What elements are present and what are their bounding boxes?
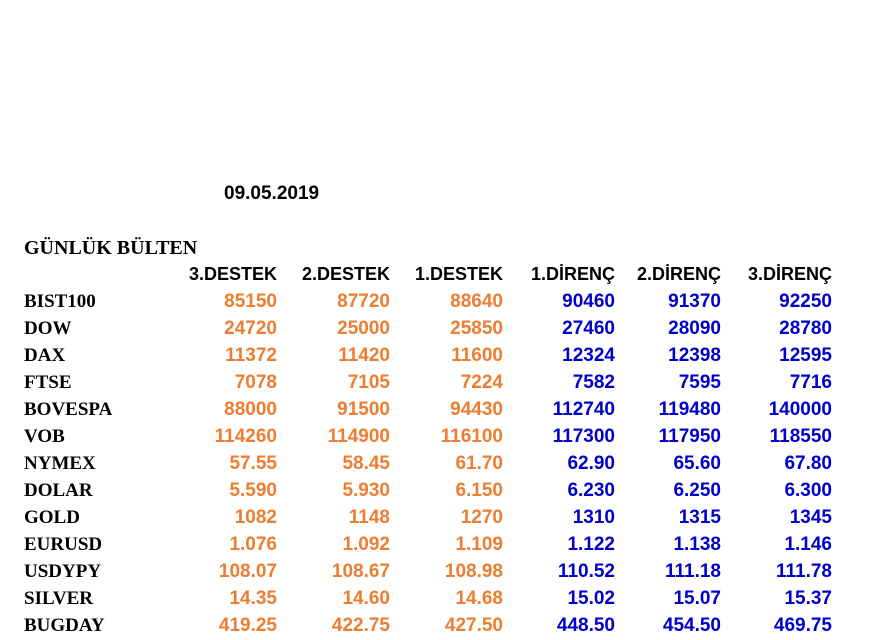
support-1-value: 7224 [460, 372, 503, 393]
resistance-2-value: 454.50 [662, 615, 721, 636]
table-row [22, 477, 835, 504]
resistance-1-value: 6.230 [567, 480, 615, 501]
table-row [22, 558, 835, 585]
support-3-value: 14.35 [229, 588, 277, 609]
header-support-1: 1.DESTEK [414, 264, 503, 284]
instrument-name: BUGDAY [24, 615, 105, 636]
support-2-value: 87720 [337, 291, 390, 312]
resistance-2-value: 91370 [668, 291, 721, 312]
bulletin-date: 09.05.2019 [224, 183, 320, 204]
support-2-value: 422.75 [331, 615, 390, 636]
header-resistance-3: 3.DİRENÇ [747, 264, 832, 284]
instrument-name: USDYPY [24, 561, 102, 582]
instrument-name: BOVESPA [24, 399, 113, 420]
table-row [22, 504, 835, 531]
resistance-3-value: 67.80 [784, 453, 832, 474]
resistance-1-value: 448.50 [556, 615, 615, 636]
support-1-value: 25850 [450, 318, 503, 339]
table-row [22, 612, 835, 639]
support-1-value: 14.68 [455, 588, 503, 609]
support-1-value: 11600 [451, 345, 503, 366]
table-header-row [22, 261, 835, 288]
instrument-name: EURUSD [24, 534, 103, 555]
resistance-3-value: 92250 [779, 291, 832, 312]
instrument-name: BIST100 [24, 291, 96, 312]
support-3-value: 11372 [225, 345, 277, 366]
support-3-value: 1082 [234, 507, 277, 528]
header-resistance-2: 2.DİRENÇ [636, 264, 721, 284]
resistance-1-value: 1.122 [567, 534, 615, 555]
resistance-3-value: 1345 [789, 507, 832, 528]
support-2-value: 5.930 [342, 480, 390, 501]
header-support-3: 3.DESTEK [188, 264, 277, 284]
resistance-3-value: 118550 [769, 426, 832, 447]
resistance-2-value: 6.250 [673, 480, 721, 501]
support-2-value: 14.60 [342, 588, 390, 609]
instrument-name: FTSE [24, 372, 72, 393]
table-row [22, 288, 835, 315]
resistance-3-value: 469.75 [773, 615, 832, 636]
resistance-3-value: 6.300 [784, 480, 832, 501]
resistance-1-value: 110.52 [557, 561, 615, 582]
support-3-value: 88000 [224, 399, 277, 420]
support-1-value: 88640 [450, 291, 503, 312]
resistance-1-value: 62.90 [567, 453, 615, 474]
table-row [22, 423, 835, 450]
instrument-name: DAX [24, 345, 66, 366]
resistance-2-value: 1.138 [673, 534, 721, 555]
resistance-2-value: 111.18 [664, 561, 721, 582]
support-1-value: 108.98 [444, 561, 503, 582]
support-2-value: 91500 [337, 399, 390, 420]
support-2-value: 108.67 [331, 561, 390, 582]
support-3-value: 108.07 [218, 561, 277, 582]
resistance-2-value: 7595 [678, 372, 721, 393]
support-3-value: 24720 [224, 318, 277, 339]
resistance-3-value: 7716 [789, 372, 832, 393]
bulletin-title: GÜNLÜK BÜLTEN [24, 237, 198, 259]
support-3-value: 419.25 [218, 615, 277, 636]
resistance-2-value: 65.60 [673, 453, 721, 474]
resistance-1-value: 1310 [572, 507, 615, 528]
instrument-name: GOLD [24, 507, 80, 528]
resistance-1-value: 12324 [562, 345, 615, 366]
support-2-value: 1.092 [342, 534, 390, 555]
support-2-value: 1148 [348, 507, 390, 528]
support-3-value: 7078 [234, 372, 277, 393]
resistance-3-value: 28780 [779, 318, 832, 339]
header-resistance-1: 1.DİRENÇ [530, 264, 615, 284]
support-3-value: 1.076 [229, 534, 277, 555]
support-2-value: 11420 [338, 345, 390, 366]
resistance-1-value: 7582 [572, 372, 615, 393]
resistance-1-value: 90460 [562, 291, 615, 312]
resistance-2-value: 15.07 [673, 588, 721, 609]
instrument-name: DOW [24, 318, 72, 339]
support-2-value: 58.45 [342, 453, 390, 474]
support-3-value: 85150 [224, 291, 277, 312]
support-2-value: 25000 [337, 318, 390, 339]
table-row [22, 585, 835, 612]
resistance-2-value: 119480 [658, 399, 721, 420]
resistance-2-value: 1315 [678, 507, 721, 528]
instrument-name: NYMEX [24, 453, 96, 474]
levels-table [22, 261, 835, 639]
instrument-name: VOB [24, 426, 65, 447]
resistance-3-value: 1.146 [784, 534, 832, 555]
support-1-value: 1270 [460, 507, 503, 528]
instrument-name: SILVER [24, 588, 94, 609]
table-row [22, 315, 835, 342]
support-1-value: 94430 [450, 399, 503, 420]
table-row [22, 369, 835, 396]
header-instrument [22, 261, 167, 288]
support-1-value: 6.150 [455, 480, 503, 501]
table-body [22, 288, 835, 639]
resistance-3-value: 12595 [779, 345, 832, 366]
resistance-2-value: 12398 [668, 345, 721, 366]
table-row [22, 342, 835, 369]
resistance-2-value: 117950 [658, 426, 721, 447]
support-1-value: 61.70 [455, 453, 503, 474]
support-1-value: 1.109 [455, 534, 503, 555]
resistance-3-value: 111.78 [775, 561, 832, 582]
resistance-1-value: 27460 [562, 318, 615, 339]
support-2-value: 7105 [347, 372, 390, 393]
support-3-value: 114260 [214, 426, 277, 447]
header-support-2: 2.DESTEK [301, 264, 390, 284]
instrument-name: DOLAR [24, 480, 93, 501]
resistance-1-value: 112740 [552, 399, 615, 420]
table-row [22, 531, 835, 558]
table-row [22, 450, 835, 477]
support-3-value: 57.55 [229, 453, 277, 474]
support-1-value: 427.50 [444, 615, 503, 636]
resistance-3-value: 15.37 [784, 588, 832, 609]
resistance-3-value: 140000 [768, 399, 832, 420]
resistance-2-value: 28090 [668, 318, 721, 339]
support-1-value: 116100 [440, 426, 503, 447]
support-3-value: 5.590 [229, 480, 277, 501]
resistance-1-value: 15.02 [567, 588, 615, 609]
support-2-value: 114900 [327, 426, 390, 447]
resistance-1-value: 117300 [552, 426, 615, 447]
table-row [22, 396, 835, 423]
